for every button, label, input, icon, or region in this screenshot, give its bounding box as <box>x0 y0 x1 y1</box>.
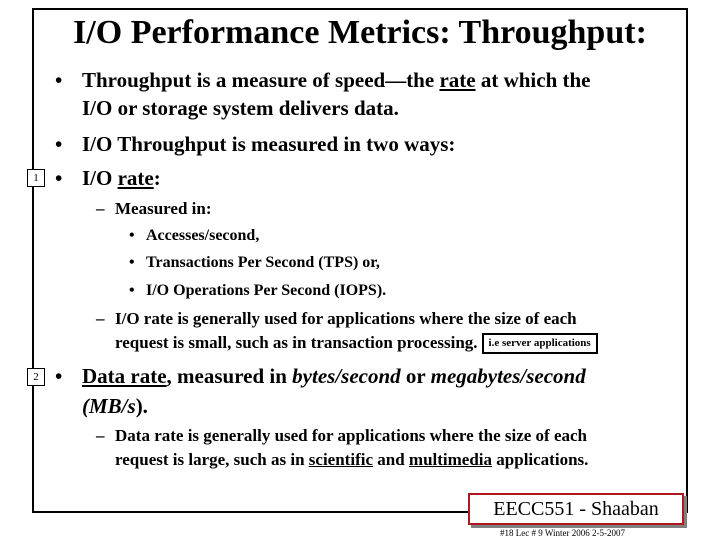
slide-title: I/O Performance Metrics: Throughput: <box>73 14 647 51</box>
bullet-3-symbol: • <box>55 166 63 190</box>
course-footer-box <box>468 493 684 525</box>
sub-dash-1: – <box>96 199 105 218</box>
ie-server-applications-box: i.e server applications <box>482 333 598 354</box>
bullet-4-line-2: (MB/s). <box>82 394 148 418</box>
rate-underlined: rate <box>439 68 476 92</box>
sub-dash-2: – <box>96 309 105 328</box>
bullet-1-line-1: Throughput is a measure of speed—the rate at which the <box>82 68 591 92</box>
scientific-underlined: scientific <box>308 450 373 469</box>
multimedia-underlined: multimedia <box>408 450 493 469</box>
marker-1: 1 <box>27 169 45 187</box>
io-rate-underlined: rate <box>117 166 154 190</box>
marker-2: 2 <box>27 368 45 386</box>
item-tps: Transactions Per Second (TPS) or, <box>146 254 380 271</box>
bullet-4-line-1: Data rate, measured in bytes/second or megabytes/second <box>82 364 586 388</box>
course-footer-label: EECC551 - Shaaban <box>493 497 659 520</box>
data-rate-underlined: Data rate <box>82 364 167 388</box>
sub-io-rate-line-2: request is small, such as in transaction processing. i.e server applications <box>115 331 598 355</box>
item-bullet-1: • <box>129 227 135 244</box>
sub-measured-in: Measured in: <box>115 199 212 218</box>
bullet-1 <box>55 66 62 94</box>
bullet-symbol: • <box>55 68 63 92</box>
item-bullet-3: • <box>129 282 135 299</box>
bullet-3: I/O rate: <box>82 166 161 190</box>
item-iops: I/O Operations Per Second (IOPS). <box>146 282 387 299</box>
sub-data-rate-line-2: request is large, such as in scientific and multimedia applications. <box>115 450 589 469</box>
bullet-1-line-2: I/O or storage system delivers data. <box>82 96 399 120</box>
slide-footer-info: #18 Lec # 9 Winter 2006 2-5-2007 <box>500 528 625 538</box>
item-bullet-2: • <box>129 254 135 271</box>
sub-dash-3: – <box>96 426 105 445</box>
sub-data-rate-line-1: Data rate is generally used for applications where the size of each <box>115 426 587 445</box>
sub-io-rate-line-1: I/O rate is generally used for applications where the size of each <box>115 309 577 328</box>
bullet-2: I/O Throughput is measured in two ways: <box>82 132 456 156</box>
bullet-2-symbol: • <box>55 132 63 156</box>
bullet-4-symbol: • <box>55 364 63 388</box>
item-accesses: Accesses/second, <box>146 227 260 244</box>
